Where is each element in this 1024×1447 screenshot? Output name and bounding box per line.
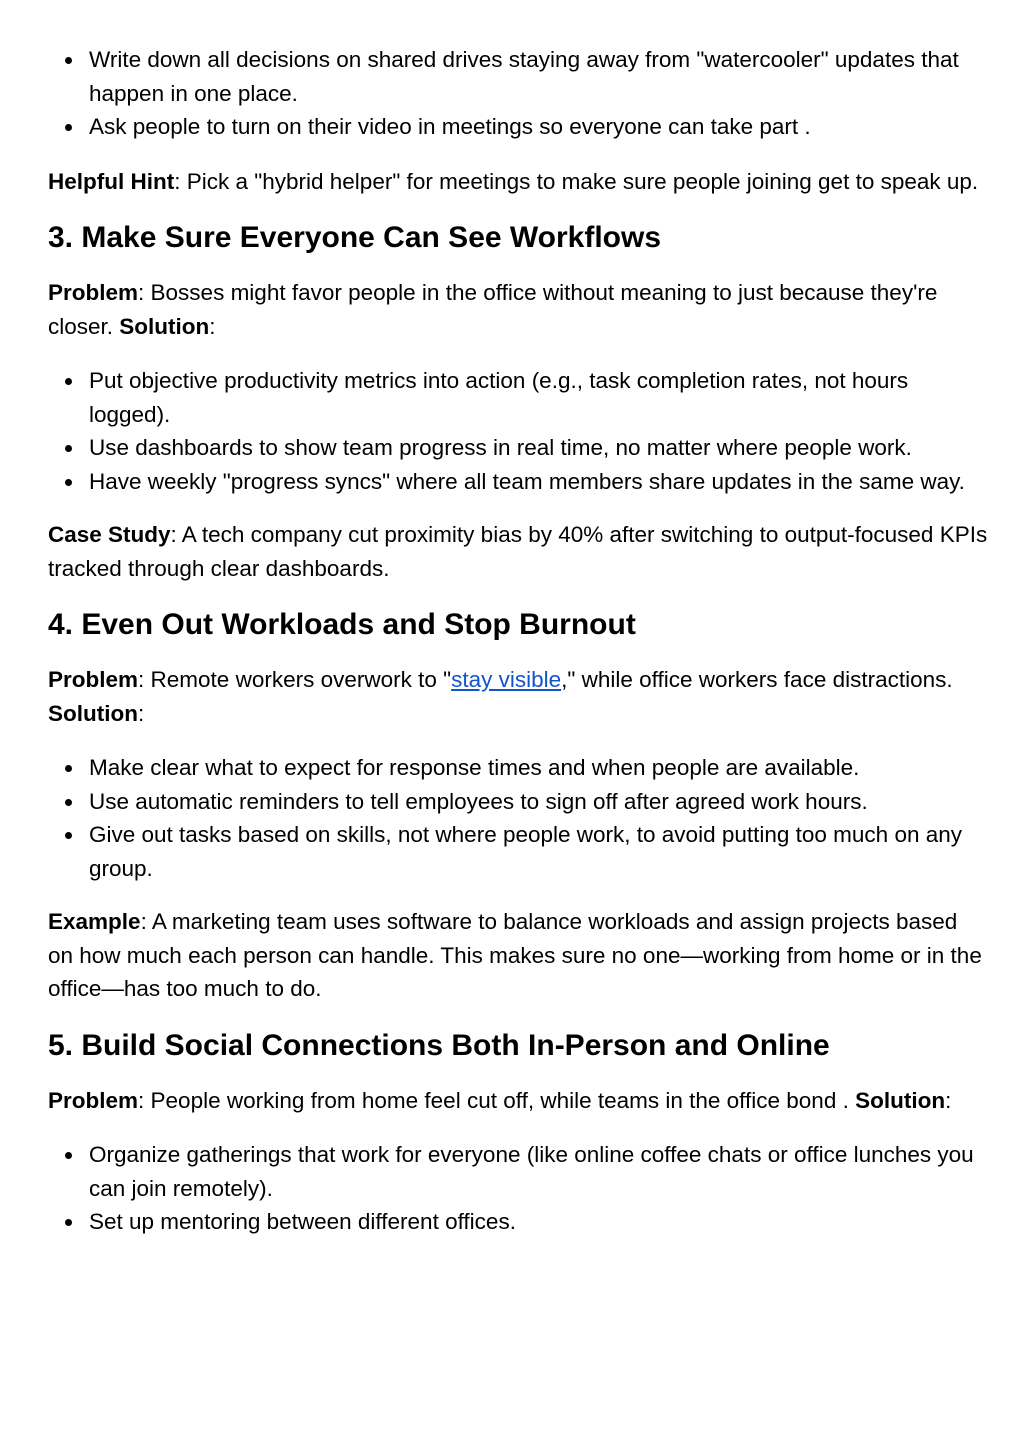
list-item-text: Use automatic reminders to tell employees to sign off after agreed work hours.	[89, 788, 868, 814]
problem-label: Problem	[48, 1087, 139, 1113]
list-item	[48, 43, 988, 110]
problem-text: : People working from home feel cut off, while teams in the office bond .	[138, 1087, 856, 1113]
hint-label: Helpful Hint	[48, 168, 175, 194]
list-item-text: Give out tasks based on skills, not where people work, to avoid putting too much on any group.	[89, 822, 962, 881]
problem-label: Problem	[48, 667, 139, 692]
section-3-problem	[48, 276, 988, 343]
list-item	[48, 364, 988, 431]
list-item	[48, 785, 988, 819]
section-5-heading: 5. Build Social Connections Both In-Person and Online	[48, 1028, 830, 1062]
section-4-heading: 4. Even Out Workloads and Stop Burnout	[48, 608, 636, 641]
bullet-icon	[65, 832, 72, 839]
list-item-text: Use dashboards to show team progress in real time, no matter where people work.	[89, 435, 912, 460]
bullet-icon	[65, 445, 72, 452]
problem-text-continued: ," while office workers face distractions.	[561, 667, 953, 692]
list-item-text: Write down all decisions on shared drives staying away from "watercooler" updates that happen in one place.	[89, 47, 959, 106]
list-item-text: Set up mentoring between different offices.	[89, 1209, 516, 1234]
bullet-icon	[65, 479, 72, 486]
solution-colon: :	[945, 1087, 952, 1113]
solution-colon: :	[137, 700, 145, 726]
example-label: Example	[48, 909, 141, 934]
bullet-icon	[65, 799, 72, 806]
bullet-icon	[65, 1152, 72, 1159]
helpful-hint-paragraph	[48, 165, 988, 199]
bullet-icon	[65, 57, 72, 64]
solution-label: Solution	[48, 700, 138, 726]
case-study-label: Case Study	[48, 522, 171, 547]
section-4-problem	[48, 663, 988, 730]
solution-label: Solution	[119, 313, 210, 339]
list-item	[48, 1138, 988, 1205]
section-5-list	[48, 1138, 988, 1239]
problem-text: : Bosses might favor people in the office without meaning to just because they're closer.	[48, 280, 938, 339]
list-item	[48, 818, 988, 885]
list-item-text: Put objective productivity metrics into action (e.g., task completion rates, not hours logged).	[89, 368, 909, 427]
list-item	[48, 431, 988, 465]
solution-colon: :	[209, 313, 216, 339]
list-item	[48, 110, 988, 144]
bullet-icon	[65, 765, 72, 772]
document-page	[48, 0, 988, 1239]
section-3-list	[48, 364, 988, 498]
list-item	[48, 1205, 988, 1239]
list-item-text: Ask people to turn on their video in meetings so everyone can take part .	[89, 114, 811, 139]
section-5-problem	[48, 1084, 988, 1118]
section-3-heading: 3. Make Sure Everyone Can See Workflows	[48, 221, 662, 254]
list-item-text: Organize gatherings that work for everyone (like online coffee chats or office lunches you can join remotely).	[89, 1142, 974, 1201]
bullet-icon	[65, 1219, 72, 1226]
section-4-list	[48, 751, 988, 885]
case-study-paragraph	[48, 518, 988, 585]
example-text: : A marketing team uses software to balance workloads and assign projects based on how much each person can handle. This makes sure no one—working from home or in the office—has too much to do.	[48, 909, 982, 1001]
problem-label: Problem	[48, 280, 139, 305]
stay-visible-link[interactable]: stay visible	[451, 667, 562, 692]
bullet-icon	[65, 124, 72, 131]
list-item-text: Have weekly "progress syncs" where all team members share updates in the same way.	[89, 468, 965, 494]
list-item	[48, 751, 988, 785]
bullet-icon	[65, 378, 72, 385]
example-paragraph	[48, 905, 988, 1006]
hint-text: : Pick a "hybrid helper" for meetings to make sure people joining get to speak up.	[174, 168, 979, 194]
solution-label: Solution	[855, 1087, 946, 1113]
list-item-text: Make clear what to expect for response times and when people are available.	[89, 755, 860, 780]
top-bullet-list	[48, 43, 988, 144]
case-study-text: : A tech company cut proximity bias by 40% after switching to output-focused KPIs tracked through clear dashboards.	[48, 522, 988, 581]
list-item	[48, 465, 988, 499]
problem-text: : Remote workers overwork to "	[138, 667, 452, 692]
